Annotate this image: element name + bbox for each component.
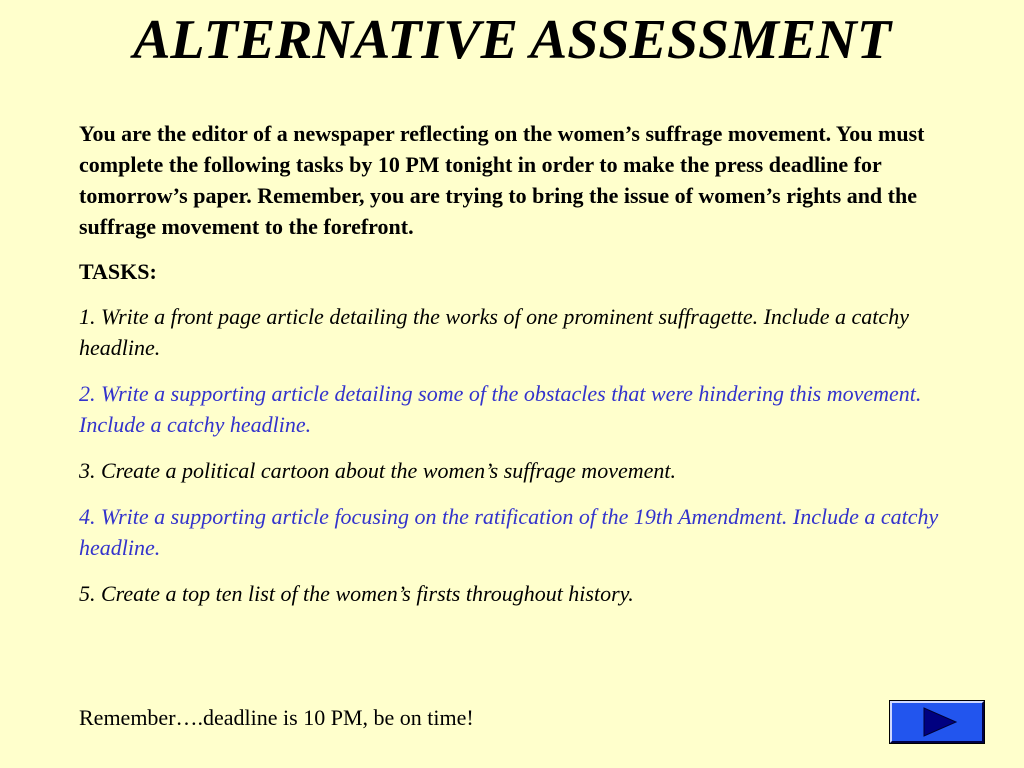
deadline-reminder: Remember….deadline is 10 PM, be on time! [79,705,474,730]
next-slide-button[interactable] [890,701,984,743]
task-item-3: 3. Create a political cartoon about the women’s suffrage movement. [79,458,676,483]
task-item-5: 5. Create a top ten list of the women’s firsts throughout history. [79,581,634,606]
play-arrow-icon [892,703,982,741]
slide-title: ALTERNATIVE ASSESSMENT [133,9,891,71]
task-item-2: 2. Write a supporting article detailing some of the obstacles that were hindering this movement. Include a catchy headline. [79,381,922,437]
tasks-heading: TASKS: [79,259,157,284]
task-item-1: 1. Write a front page article detailing the works of one prominent suffragette. Include a catchy headline. [79,304,909,360]
intro-paragraph: You are the editor of a newspaper reflecting on the women’s suffrage movement. You must complete the following tasks by 10 PM tonight in order to make the press deadline for tomorrow’s paper. Remember, you are trying to bring the issue of women’s rights and the suffrage movement to the forefront. [79,121,925,239]
task-item-4: 4. Write a supporting article focusing on the ratification of the 19th Amendment. Include a catchy headline. [79,504,939,560]
slide-body [79,118,939,624]
